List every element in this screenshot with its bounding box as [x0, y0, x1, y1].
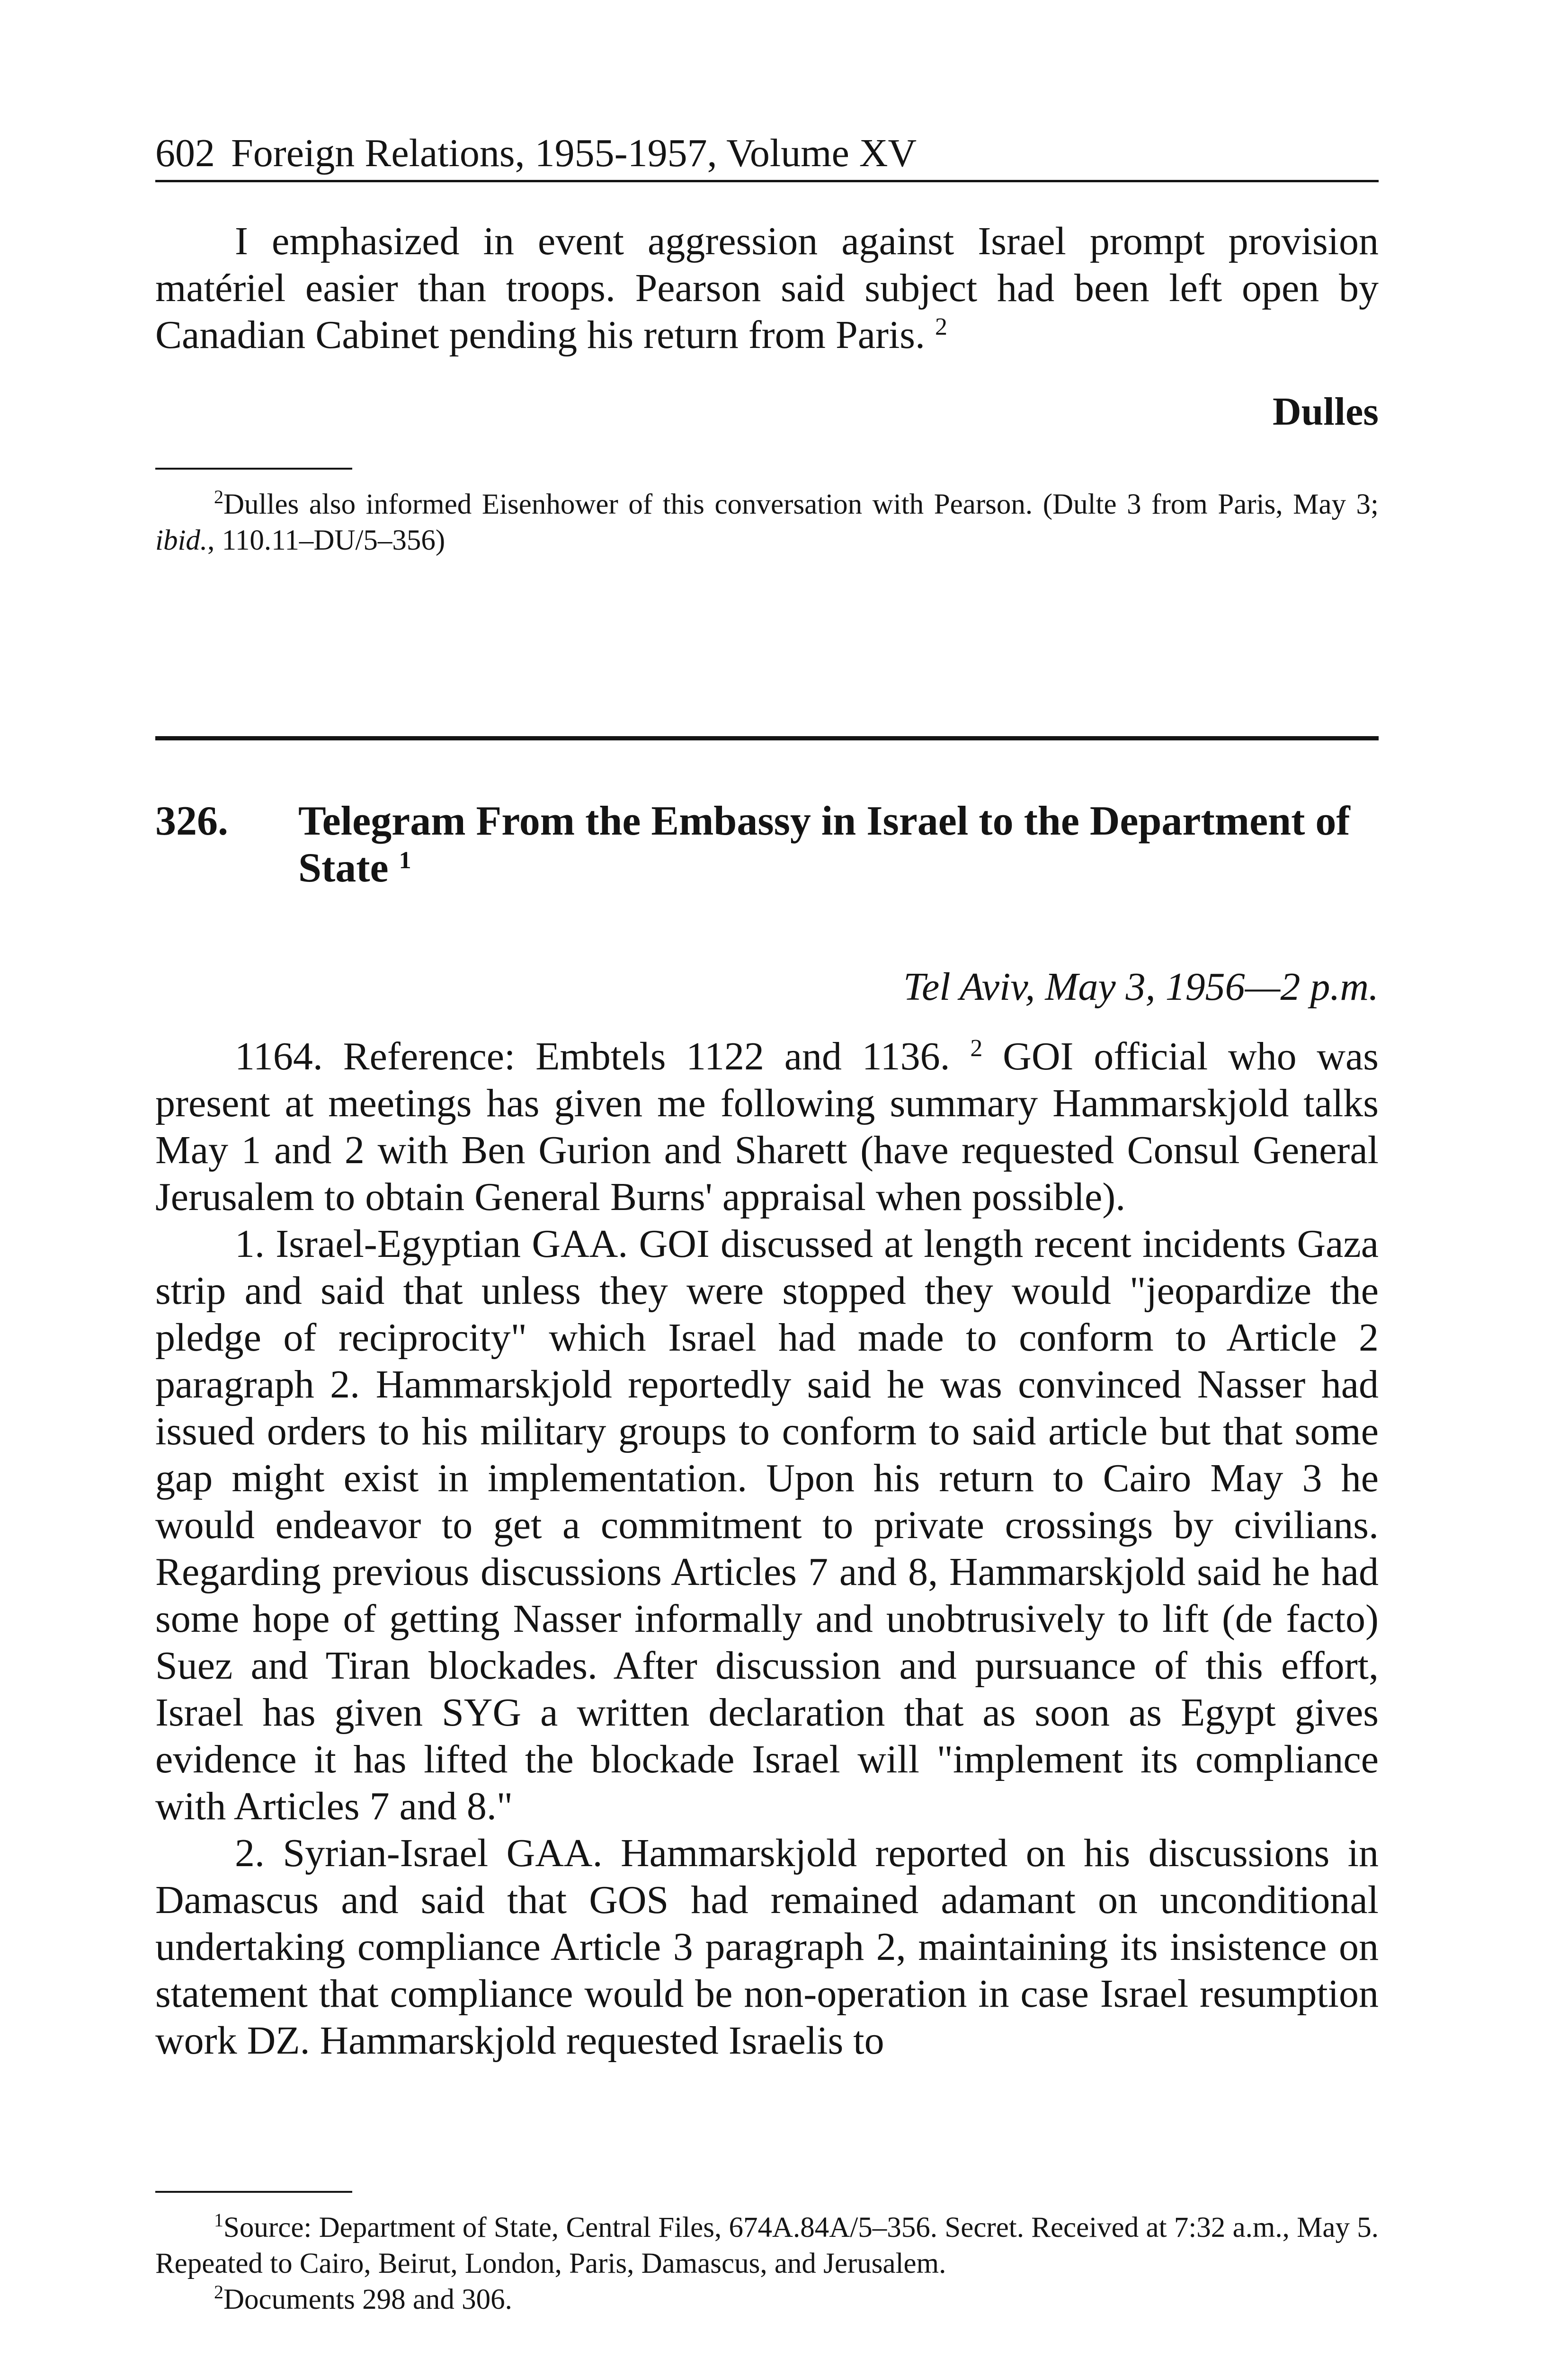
closing-paragraph: I emphasized in event aggression against Israel prompt provision matériel easier than troops. Pearson said subject had been left open by Canadian Cabinet pending his return from Paris. $^2$: [155, 219, 1379, 357]
document-separator: [155, 736, 1379, 740]
dateline: Tel Aviv, May 3, 1956—2 p.m.: [903, 965, 1379, 1009]
footnote-ref: 2: [935, 313, 947, 340]
paragraph-egyptian-gaa: 1. Israel-Egyptian GAA. GOI discussed at length recent incidents Gaza strip and said that unless they were stopped they would "jeopardize the pledge of reciprocity" which Israel had made to conform to Article 2 paragraph 2. Hammarskjold reportedly said he was convinced Nasser had issued orders to his military groups to conform to said article but that some gap might exist in implementation. Upon his return to Cairo May 3 he would endeavor to get a commitment to private crossings by civilians. Regarding previous discussions Articles 7 and 8, Hammarskjold said he had some hope of getting Nasser informally and unobtrusively to lift (de facto) Suez and Tiran blockades. After discussion and pursuance of this effort, Israel has given SYG a written declaration that as soon as Egypt gives evidence it has lifted the blockade Israel will "implement its compliance with Articles 7 and 8.": [155, 1222, 1379, 1828]
intro-paragraph: 1164. Reference: Embtels 1122 and 1136. $^2$ GOI official who was present at meetings has given me following summary Hammarskjold talks May 1 and 2 with Ben Gurion and Sharett (have requested Consul General Jerusalem to obtain General Burns' appraisal when possible).: [155, 1034, 1379, 1219]
footnote-ref: 2: [970, 1035, 983, 1062]
footnote-divider: [155, 468, 352, 470]
document-title: Telegram From the Embassy in Israel to the Department of State $^1$: [298, 798, 1350, 891]
page-number: 602: [155, 131, 215, 175]
footnote-item: $^2$Documents 298 and 306.: [214, 2281, 512, 2315]
telegram-footnotes: [155, 2210, 1379, 2318]
footnote-item: $^1$Source: Department of State, Central Files, 674A.84A/5–356. Secret. Received at 7:32 a.m., May 5. Repeated to Cairo, Beirut, London, Paris, Damascus, and Jerusalem.: [155, 2209, 1379, 2279]
previous-document-closing: [155, 218, 1379, 358]
footnote-item: $^2$Dulles also informed Eisenhower of this conversation with Pearson. (Dulte 3 from Paris, May 3; ibid., 110.11–DU/5–356): [155, 486, 1379, 556]
footnote-divider: [155, 2191, 352, 2193]
footnote-ref: 1: [399, 847, 411, 874]
running-head: [155, 127, 1379, 182]
telegram-body: [155, 1033, 1379, 2064]
volume-title: Foreign Relations, 1955-1957, Volume XV: [231, 131, 917, 175]
signature: Dulles: [1272, 390, 1379, 434]
document-number: 326.: [155, 798, 228, 844]
previous-document-footnote: [155, 487, 1379, 559]
paragraph-syrian-gaa: 2. Syrian-Israel GAA. Hammarskjold reported on his discussions in Damascus and said that GOS had remained adamant on unconditional undertaking compliance Article 3 paragraph 2, maintaining its insistence on statement that compliance would be non-operation in case Israel resumption work DZ. Hammarskjold requested Israelis to: [155, 1831, 1379, 2063]
